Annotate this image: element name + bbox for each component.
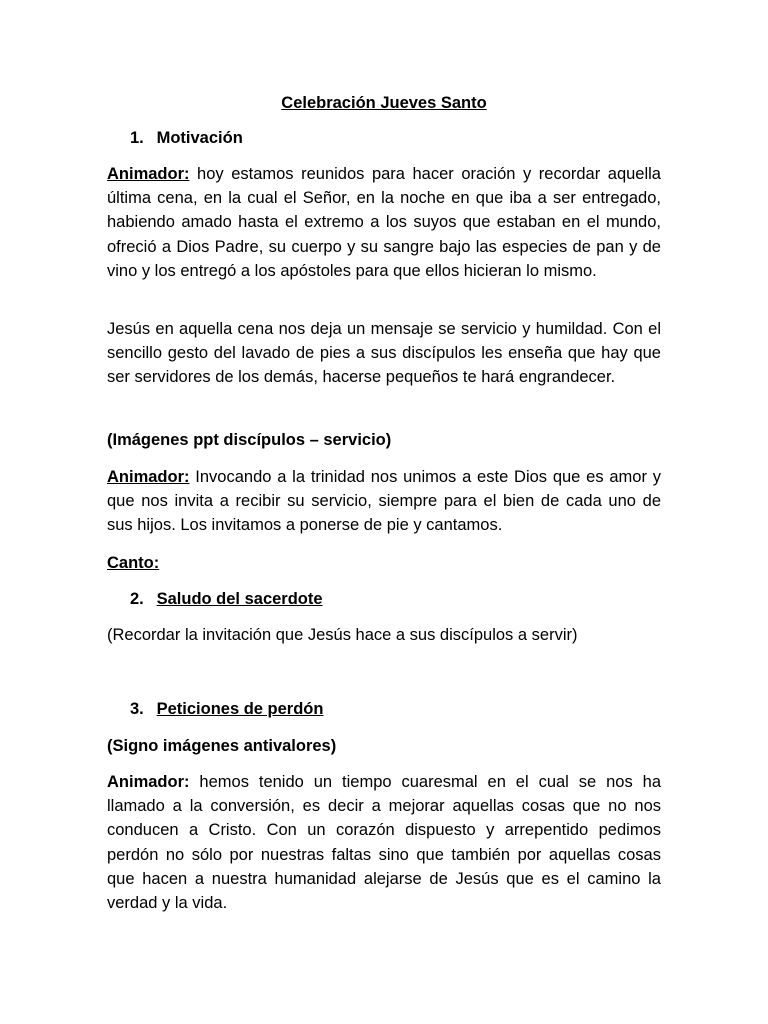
- document-title: Celebración Jueves Santo: [281, 94, 487, 112]
- images-note-2: (Signo imágenes antivalores): [107, 737, 337, 755]
- section-3-title: Peticiones de perdón: [156, 700, 324, 718]
- section-2-title: Saludo del sacerdote: [156, 590, 323, 608]
- paragraph-1: [107, 162, 661, 283]
- paragraph-2: [107, 317, 661, 390]
- paragraph-2-text: Jesús en aquella cena nos deja un mensaje se servicio y humildad. Con el sencillo gesto del lavado de pies a sus discípulos les enseña que hay que ser servidores de los demás, hacerse pequeños te hará engrandecer.: [107, 320, 661, 387]
- paragraph-5: [107, 770, 661, 915]
- paragraph-3: [107, 465, 661, 538]
- section-3-heading: [130, 698, 323, 720]
- paragraph-3-speaker: Animador:: [107, 468, 190, 486]
- canto-label: Canto:: [107, 554, 160, 572]
- paragraph-3-text: Invocando a la trinidad nos unimos a este Dios que es amor y que nos invita a recibir su servicio, siempre para el bien de cada uno de sus hijos. Los invitamos a ponerse de pie y cantamos.: [107, 468, 661, 535]
- paragraph-1-speaker: Animador:: [107, 165, 190, 183]
- section-2-number: 2.: [130, 590, 144, 608]
- paragraph-5-speaker: Animador:: [107, 773, 190, 791]
- section-1-heading: [130, 127, 243, 149]
- section-1-number: 1.: [130, 129, 144, 147]
- section-3-number: 3.: [130, 700, 144, 718]
- paragraph-1-text: hoy estamos reunidos para hacer oración y recordar aquella última cena, en la cual el Señor, en la noche en que iba a ser entregado, habiendo amado hasta el extremo a los suyos que estaban en el mundo, ofreció a Dios Padre, su cuerpo y su sangre bajo las especies de pan y de vino y los entregó a los apóstoles para que ellos hicieran lo mismo.: [107, 165, 661, 280]
- paragraph-4: (Recordar la invitación que Jesús hace a sus discípulos a servir): [107, 626, 578, 644]
- paragraph-5-text: hemos tenido un tiempo cuaresmal en el cual se nos ha llamado a la conversión, es decir a mejorar aquellas cosas que no nos conducen a Cristo. Con un corazón dispuesto y arrepentido pedimos perdón no sólo por nuestras faltas sino que también por aquellas cosas que hacen a nuestra humanidad alejarse de Jesús que es el camino la verdad y la vida.: [107, 773, 661, 913]
- images-note-1: (Imágenes ppt discípulos – servicio): [107, 431, 392, 449]
- section-2-heading: [130, 588, 323, 610]
- section-1-title: Motivación: [156, 129, 243, 147]
